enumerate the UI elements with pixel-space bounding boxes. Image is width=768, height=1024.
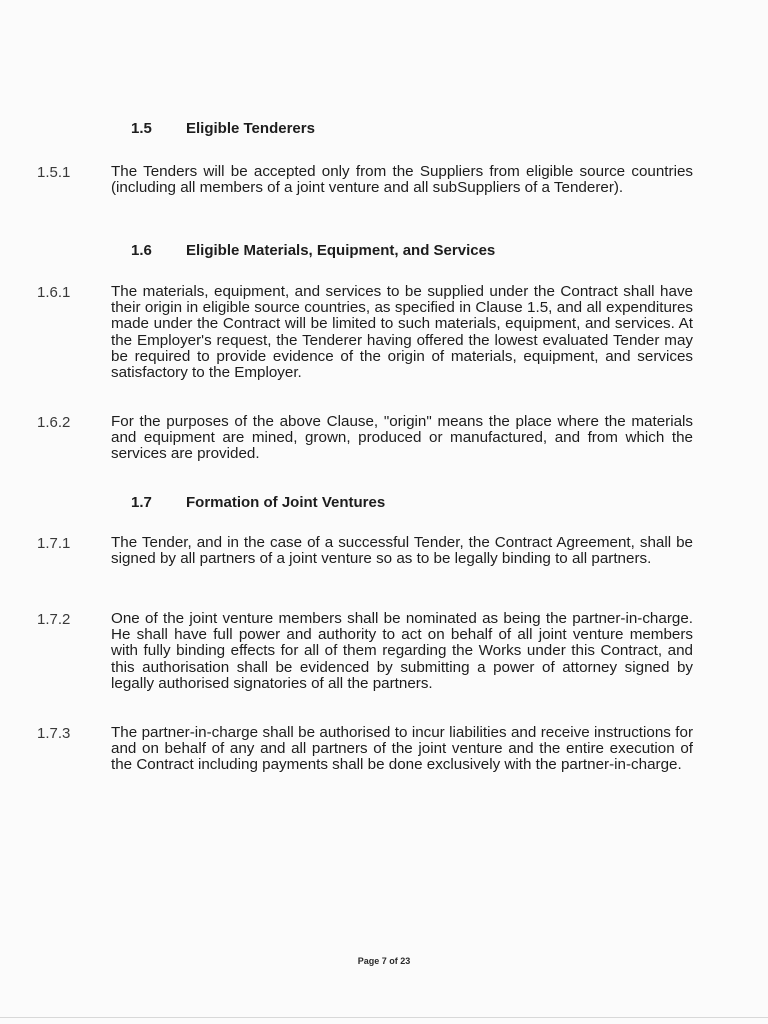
clause-text: The Tenders will be accepted only from the Suppliers from eligible source countries (including all members of a joint venture and all subSuppliers of a Tenderer).: [111, 163, 693, 197]
clause-1-6-1: [37, 284, 693, 381]
clause-number: 1.7.3: [37, 725, 71, 742]
section-title: Eligible Tenderers: [186, 120, 315, 137]
clause-text: The materials, equipment, and services to be supplied under the Contract shall have their origin in eligible source countries, as specified in Clause 1.5, and all expenditures made under the Contract will be limited to such materials, equipment, and services. At the Employer's request, the Tenderer having offered the lowest evaluated Tender may be required to provide evidence of the origin of materials, equipment, and services satisfactory to the Employer.: [111, 283, 693, 382]
clause-1-6-2: [37, 414, 693, 463]
clause-number: 1.7.2: [37, 611, 71, 628]
clause-text: For the purposes of the above Clause, "origin" means the place where the materials and equipment are mined, grown, produced or manufactured, and from which the services are provided.: [111, 413, 693, 463]
page-number-footer: Page 7 of 23: [357, 956, 411, 966]
section-number: 1.7: [131, 494, 152, 511]
section-heading-1-6: [131, 242, 495, 259]
clause-number: 1.7.1: [37, 535, 71, 552]
clause-1-7-3: [37, 725, 693, 774]
section-number: 1.5: [131, 120, 152, 137]
page-bottom-edge: [0, 1017, 768, 1018]
clause-number: 1.6.2: [37, 414, 71, 431]
section-number: 1.6: [131, 242, 152, 259]
section-heading-1-5: [131, 120, 315, 137]
section-title: Formation of Joint Ventures: [186, 494, 386, 511]
clause-text: One of the joint venture members shall be nominated as being the partner-in-charge. He shall have full power and authority to act on behalf of all joint venture members with fully binding effects for all of them regarding the Works under this Contract, and this authorisation shall be evidenced by submitting a power of attorney signed by legally authorised signatories of all the partners.: [111, 610, 693, 692]
section-title: Eligible Materials, Equipment, and Services: [186, 242, 496, 259]
clause-text: The partner-in-charge shall be authorised to incur liabilities and receive instructions for and on behalf of any and all partners of the joint venture and the entire execution of the Contract including payments shall be done exclusively with the partner-in-charge.: [111, 724, 693, 774]
clause-1-7-2: [37, 611, 693, 692]
clause-1-5-1: [37, 164, 693, 196]
clause-text: The Tender, and in the case of a successful Tender, the Contract Agreement, shall be signed by all partners of a joint venture so as to be legally binding to all partners.: [111, 534, 693, 568]
clause-1-7-1: [37, 535, 693, 567]
section-heading-1-7: [131, 494, 385, 511]
clause-number: 1.6.1: [37, 284, 71, 301]
clause-number: 1.5.1: [37, 164, 71, 181]
